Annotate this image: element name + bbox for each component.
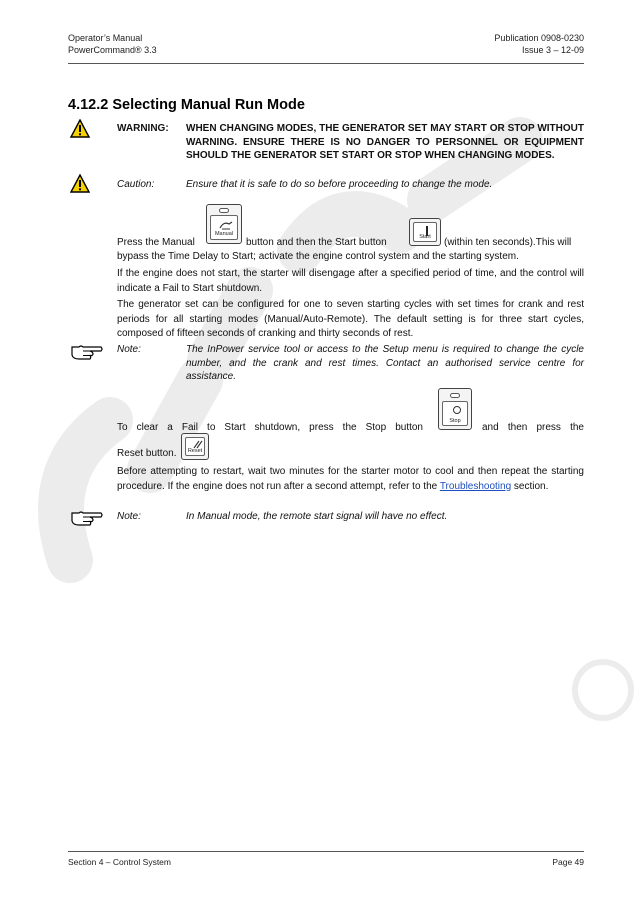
- warning-triangle-icon: [70, 174, 90, 193]
- clear-para-part1: To clear a Fail to Start shutdown, press the Stop button: [117, 422, 423, 433]
- troubleshooting-link[interactable]: Troubleshooting: [439, 480, 512, 492]
- manual-para-part1: Press the Manual: [117, 237, 195, 248]
- pointing-hand-icon: [70, 343, 104, 361]
- warning-triangle-icon: [70, 119, 90, 138]
- note2-label: Note:: [117, 511, 141, 522]
- section-title: 4.12.2 Selecting Manual Run Mode: [68, 97, 305, 113]
- warning-label: WARNING:: [117, 123, 169, 134]
- warning-text: WHEN CHANGING MODES, THE GENERATOR SET MAY START OR STOP WITHOUT WARNING. ENSURE THERE IS NO DANGER TO PERSONNEL OR EQUIPMENT SHOULD THE GENERATOR SET START OR STOP WHEN CHANGING MODES.: [186, 123, 584, 161]
- restart-paragraph: [117, 465, 584, 494]
- reset-key-label: Reset: [187, 448, 203, 454]
- product-name: PowerCommand® 3.3: [68, 45, 157, 55]
- caution-label: Caution:: [117, 179, 155, 190]
- caution-text: Ensure that it is safe to do so before proceeding to change the mode.: [186, 179, 493, 190]
- note1-label: Note:: [117, 344, 141, 355]
- manual-title: Operator’s Manual: [68, 33, 143, 43]
- restart-text-after: section.: [511, 480, 549, 492]
- pointing-hand-icon: [70, 509, 104, 527]
- publication-number: Publication 0908-0230: [494, 33, 584, 43]
- manual-key-label: Manual: [214, 231, 234, 237]
- note2-text: In Manual mode, the remote start signal will have no effect.: [186, 511, 448, 522]
- clear-para-line2: Reset button.: [117, 448, 177, 459]
- restart-text-before: Before attempting to restart, wait two minutes for the starter motor to cool and then repeat the starting procedure. If the engine does not run after a second attempt, refer to the: [117, 466, 584, 492]
- footer-divider: [68, 851, 584, 852]
- header-divider: [68, 63, 584, 64]
- manual-para-part2: button and then the Start button: [246, 237, 387, 248]
- start-button-icon: [409, 218, 441, 246]
- start-cycles-paragraph: The generator set can be configured for one to seven starting cycles with set times for crank and rest periods for all starting modes (Manual/Auto-Remote). The default setting is for three start cycles, composed of fifteen seconds of cranking and thirty seconds of rest.: [117, 299, 584, 339]
- header-right: [494, 32, 584, 56]
- manual-para-part3: (within ten seconds).This will: [444, 237, 572, 248]
- start-key-label: Start: [419, 234, 431, 240]
- footer-section: Section 4 – Control System: [68, 857, 171, 867]
- footer-page-number: Page 49: [552, 857, 584, 867]
- stop-button-icon: [438, 388, 472, 430]
- reset-button-icon: [181, 433, 209, 460]
- fail-to-start-paragraph: If the engine does not start, the starter will disengage after a specified period of time, and the control will indicate a Fail to Start shutdown.: [117, 268, 584, 294]
- manual-button-icon: [206, 204, 242, 244]
- issue-date: Issue 3 – 12-09: [521, 45, 584, 55]
- header-left: [68, 32, 157, 56]
- clear-para-part2: and then press the: [482, 422, 584, 433]
- stop-key-label: Stop: [449, 418, 461, 424]
- note1-text: The InPower service tool or access to the Setup menu is required to change the cycle number, and the crank and rest times. Contact an authorised service centre for assistance.: [186, 344, 584, 382]
- manual-para-line2: bypass the Time Delay to Start; activate the engine control system and the starting system.: [117, 251, 519, 262]
